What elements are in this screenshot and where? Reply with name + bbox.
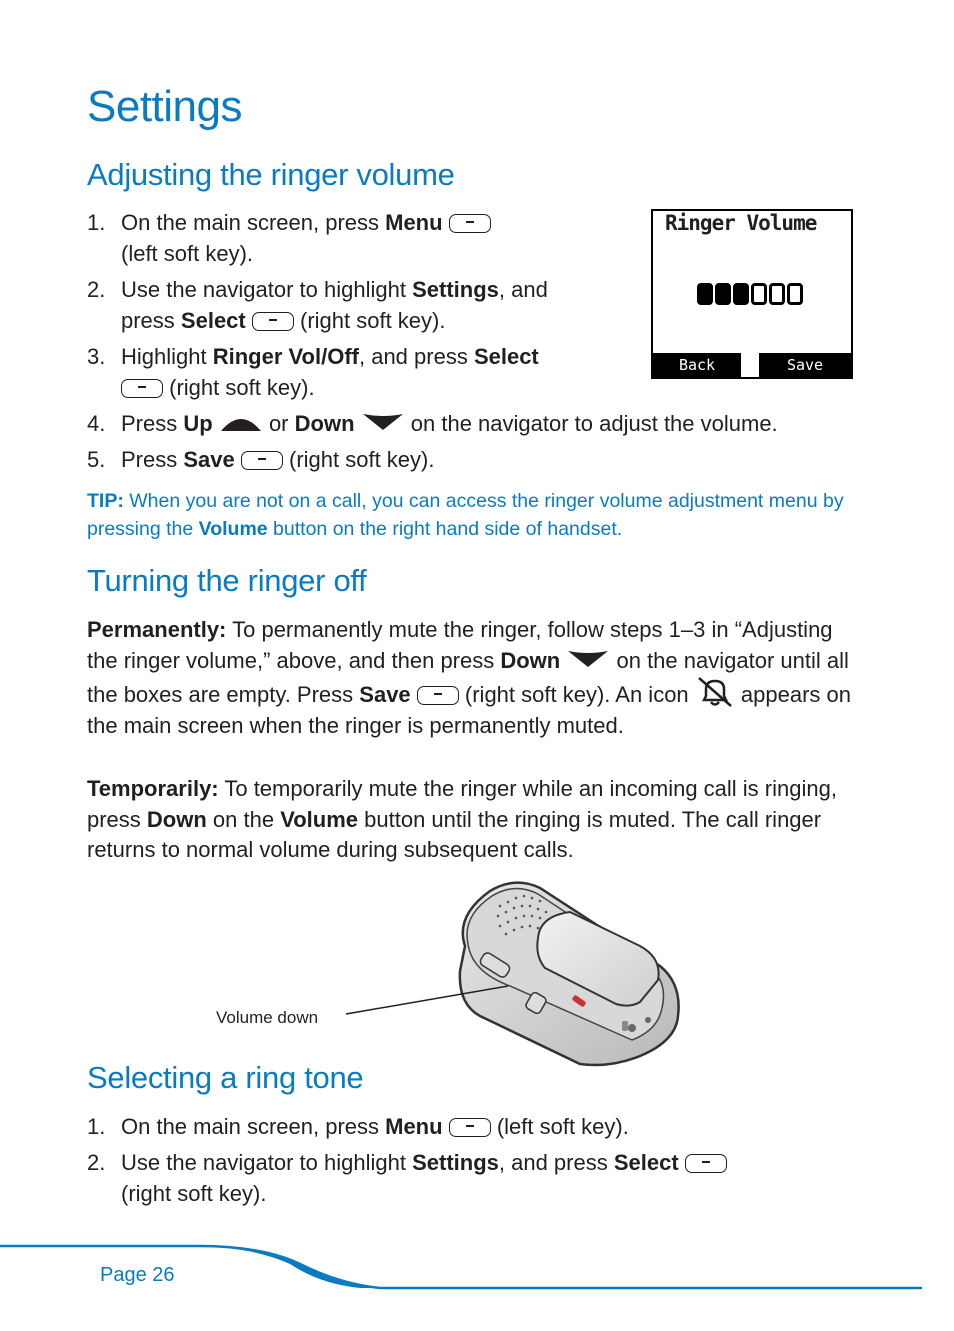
section-heading-ring-tone: Selecting a ring tone [87,1060,364,1095]
ringer-muted-icon [695,676,735,708]
volume-box-filled [733,283,749,305]
list-item: 2. Use the navigator to highlight Settings, and press Select (right soft key). [87,277,548,333]
tip-note: TIP: When you are not on a call, you can access the ringer volume adjustment menu by pressing the Volume button on the right hand side of handset. [87,490,844,540]
section-heading-turning-ringer-off: Turning the ringer off [87,563,367,598]
save-softkey: Save [759,353,851,377]
callout-line [340,980,520,1020]
soft-key-icon [241,451,283,470]
navigator-down-icon [566,649,610,669]
soft-key-icon [685,1154,727,1173]
navigator-down-icon [361,412,405,432]
page-title: Settings [87,82,242,131]
soft-key-icon [449,214,491,233]
list-item: 5. Press Save (right soft key). [87,447,435,472]
volume-box-empty [769,283,785,305]
volume-box-empty [787,283,803,305]
list-item: 4. Press Up or Down on the navigator to adjust the volume. [87,411,778,436]
list-item: 1. On the main screen, press Menu (left soft key). [87,207,491,269]
back-softkey: Back [653,353,741,377]
volume-level-bar [697,283,803,305]
permanently-paragraph: Permanently: To permanently mute the ringer, follow steps 1–3 in “Adjusting the ringer volume,” above, and then press Down on the navigator until all the boxes are empty. Press Save (right soft key). An icon appears on the main screen when the ringer is permanently muted. [87,617,851,738]
soft-key-icon [121,379,163,398]
page-number: Page 26 [100,1264,175,1286]
volume-box-empty [751,283,767,305]
list-item: 1. On the main screen, press Menu (left soft key). [87,1114,629,1139]
navigator-up-icon [219,413,263,433]
ringer-volume-screen [651,209,853,379]
volume-box-filled [715,283,731,305]
volume-down-label: Volume down [216,1008,319,1027]
soft-key-icon [449,1118,491,1137]
section-heading-ringer-volume: Adjusting the ringer volume [87,157,455,192]
soft-key-icon [252,312,294,331]
volume-box-filled [697,283,713,305]
list-item: 3. Highlight Ringer Vol/Off, and press Select (right soft key). [87,344,539,400]
temporarily-paragraph: Temporarily: To temporarily mute the ringer while an incoming call is ringing, press Down on the Volume button until the ringing is muted. The call ringer returns to normal volume during subsequent calls. [87,776,837,862]
screen-title: Ringer Volume [665,211,817,235]
list-item: 2. Use the navigator to highlight Settings, and press Select (right soft key). [87,1147,727,1209]
handset-illustration [340,876,690,1076]
soft-key-icon [417,686,459,705]
